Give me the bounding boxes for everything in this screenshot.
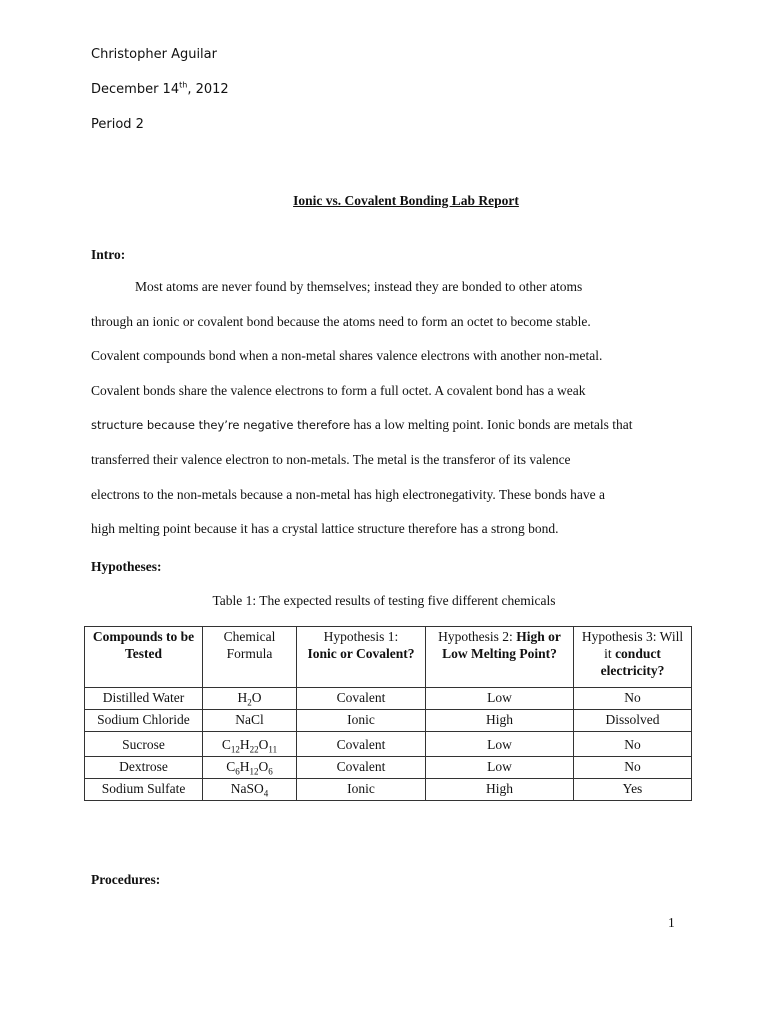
compound-cell: Dextrose: [85, 757, 203, 779]
melting-point-cell: High: [426, 779, 574, 801]
compound-cell: Sodium Chloride: [85, 710, 203, 732]
page-number: 1: [668, 915, 675, 930]
hypotheses-heading: Hypotheses:: [91, 559, 162, 574]
bond-type-cell: Covalent: [297, 757, 426, 779]
report-date: [91, 82, 229, 97]
bond-type-cell: Covalent: [297, 732, 426, 757]
report-title: Ionic vs. Covalent Bonding Lab Report: [293, 193, 519, 208]
conductivity-cell: No: [574, 757, 692, 779]
column-header-compound: Compounds to be Tested: [85, 627, 203, 688]
table-row: [85, 779, 692, 801]
formula-cell: $H_2O$: [203, 688, 297, 710]
column-header-hypothesis-1: Hypothesis 1: Ionic or Covalent?: [297, 627, 426, 688]
table-caption: Table 1: The expected results of testing five different chemicals: [212, 593, 556, 608]
intro-line: Covalent compounds bond when a non-metal shares valence electrons with another non-metal.: [91, 348, 603, 364]
author-name: Christopher Aguilar: [91, 47, 217, 62]
procedures-heading: Procedures:: [91, 872, 161, 887]
date-suffix: th: [179, 80, 188, 90]
date-year: , 2012: [187, 82, 229, 97]
melting-point-cell: Low: [426, 757, 574, 779]
intro-line: transferred their valence electron to non-metals. The metal is the transferor of its valence: [91, 451, 571, 467]
intro-heading: Intro:: [91, 247, 126, 262]
intro-line-sans-part: structure because they’re negative therefore: [91, 418, 351, 433]
compound-cell: Sucrose: [85, 732, 203, 757]
formula-cell: NaCl: [203, 710, 297, 732]
conductivity-cell: No: [574, 732, 692, 757]
column-header-hypothesis-3: Hypothesis 3: Will it conduct electricity?: [574, 627, 692, 688]
intro-line: through an ionic or covalent bond because the atoms need to form an octet to become stable.: [91, 313, 591, 329]
bond-type-cell: Ionic: [297, 710, 426, 732]
date-day: December 14: [91, 82, 180, 97]
intro-line: high melting point because it has a crystal lattice structure therefore has a strong bond.: [91, 521, 559, 537]
conductivity-cell: Yes: [574, 779, 692, 801]
intro-line: electrons to the non-metals because a non-metal has high electronegativity. These bonds have a: [91, 486, 605, 502]
table-row: [85, 757, 692, 779]
formula-cell: NaSO$_4$: [203, 779, 297, 801]
intro-line-serif-part: has a low melting point. Ionic bonds are metals that: [350, 417, 633, 433]
column-header-formula: Chemical Formula: [203, 627, 297, 688]
column-header-hypothesis-2: Hypothesis 2: High or Low Melting Point?: [426, 627, 574, 688]
compound-cell: Distilled Water: [85, 688, 203, 710]
formula-cell: $C_6H_{12}O_6$: [203, 757, 297, 779]
table-row: [85, 710, 692, 732]
intro-line: Covalent bonds share the valence electrons to form a full octet. A covalent bond has a weak: [91, 382, 586, 398]
bond-type-cell: Ionic: [297, 779, 426, 801]
class-period: Period 2: [91, 117, 144, 132]
intro-line: [91, 408, 681, 443]
hypotheses-table: [84, 626, 692, 801]
compound-cell: Sodium Sulfate: [85, 779, 203, 801]
intro-paragraph: [91, 270, 681, 547]
table-row: [85, 688, 692, 710]
bond-type-cell: Covalent: [297, 688, 426, 710]
formula-cell: $C_{12}H_{22}O_{11}$: [203, 732, 297, 757]
table-header-row: [85, 627, 692, 688]
melting-point-cell: High: [426, 710, 574, 732]
intro-line: Most atoms are never found by themselves; instead they are bonded to other atoms: [135, 279, 583, 294]
conductivity-cell: Dissolved: [574, 710, 692, 732]
melting-point-cell: Low: [426, 688, 574, 710]
table-row: [85, 732, 692, 757]
conductivity-cell: No: [574, 688, 692, 710]
melting-point-cell: Low: [426, 732, 574, 757]
